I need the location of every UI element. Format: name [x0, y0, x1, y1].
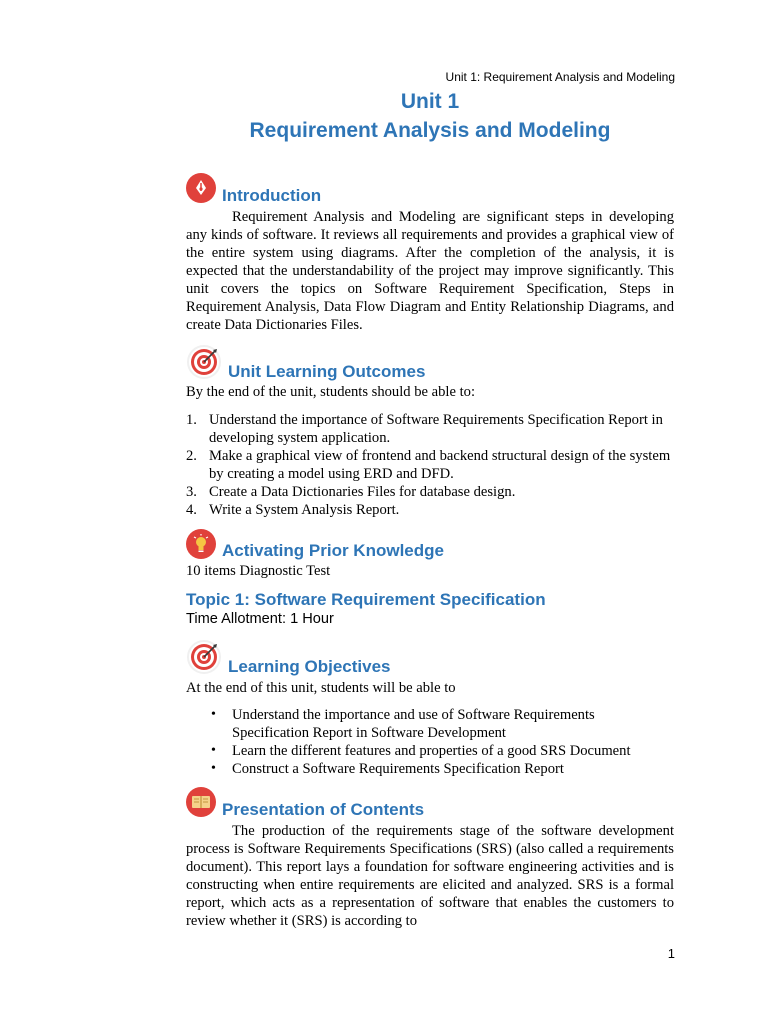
introduction-heading: Introduction	[222, 186, 322, 205]
list-item: • Understand the importance and use of Software Requirements Specification Report in Software Development	[211, 707, 595, 741]
book-icon	[186, 787, 216, 817]
list-item: 3. Create a Data Dictionaries Files for database design.	[186, 484, 516, 500]
list-item: • Construct a Software Requirements Specification Report	[211, 761, 564, 777]
prior-knowledge-heading: Activating Prior Knowledge	[222, 541, 444, 560]
lightbulb-icon	[186, 529, 216, 559]
target-icon	[187, 345, 221, 379]
list-item: 2. Make a graphical view of frontend and backend structural design of the system by creating a model using ERD and DFD.	[186, 448, 671, 482]
pen-nib-icon	[186, 173, 216, 203]
objectives-intro: At the end of this unit, students will be able to	[186, 680, 456, 696]
topic-heading: Topic 1: Software Requirement Specification	[186, 590, 546, 609]
objectives-list	[208, 706, 658, 778]
presentation-heading: Presentation of Contents	[222, 800, 425, 819]
outcomes-heading: Unit Learning Outcomes	[228, 362, 426, 381]
list-item: 4. Write a System Analysis Report.	[186, 502, 400, 518]
objectives-heading: Learning Objectives	[228, 657, 391, 676]
list-item: • Learn the different features and properties of a good SRS Document	[211, 743, 631, 759]
target-icon	[187, 640, 221, 674]
outcomes-list	[186, 411, 676, 519]
prior-knowledge-body: 10 items Diagnostic Test	[186, 563, 331, 579]
running-header: Unit 1: Requirement Analysis and Modeling	[445, 70, 675, 84]
unit-name-title: Requirement Analysis and Modeling	[249, 119, 611, 142]
time-allotment: Time Allotment: 1 Hour	[186, 611, 334, 627]
introduction-body: Requirement Analysis and Modeling are significant steps in developing any kinds of software. It reviews all requirements and provides a graphical view of the entire system using diagrams. After the completion of the analysis, it is expected that the understandability of the project may improve significantly. This unit covers the topics on Software Requirement Specification, Steps in Requirement Analysis, Data Flow Diagram and Entity Relationship Diagrams, and create Data Dictionaries Files.	[186, 209, 674, 333]
page-number: 1	[667, 946, 675, 961]
list-item: 1. Understand the importance of Software Requirements Specification Report in developing system application.	[186, 412, 663, 446]
presentation-body: The production of the requirements stage of the software development process is Software Requirements Specifications (SRS) (also called a requirements document). This report lays a foundation for software engineering activities and is constructing when entire requirements are elicited and analyzed. SRS is a formal report, which acts as a representation of software that enables the customers to review whether it (SRS) is according to	[186, 823, 674, 929]
unit-number-title: Unit 1	[400, 90, 460, 113]
outcomes-intro: By the end of the unit, students should be able to:	[186, 384, 475, 400]
